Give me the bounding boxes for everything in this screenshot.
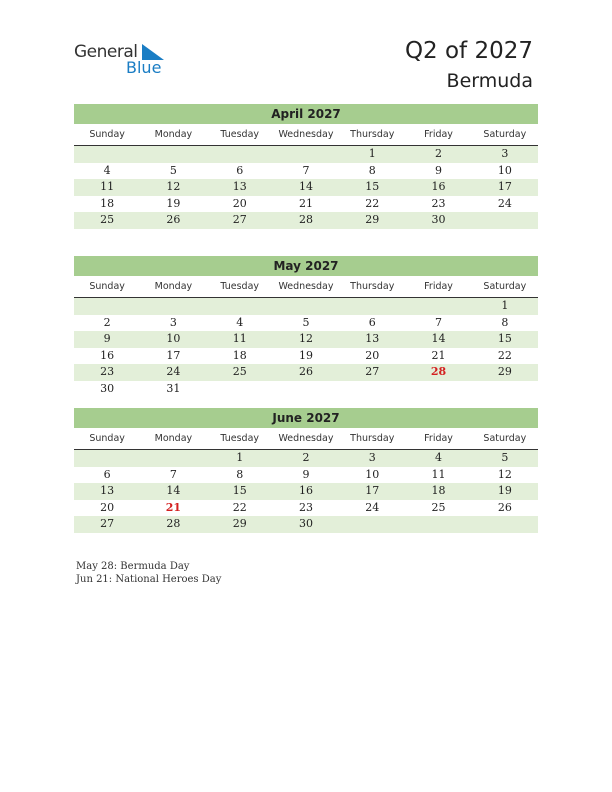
logo-blue-text: Blue [126, 58, 162, 77]
day-cell: 19 [298, 348, 313, 362]
day-cell: 18 [431, 484, 446, 497]
weekday-header-row [74, 432, 538, 450]
day-cell: 19 [497, 484, 512, 497]
day-cell: 30 [100, 381, 115, 395]
day-cell: 20 [100, 500, 115, 514]
weekday-header-row [74, 280, 538, 298]
day-cell: 24 [497, 196, 512, 210]
weekday-label: Tuesday [220, 281, 260, 292]
empty-day-cell [472, 516, 538, 533]
day-cell: 28 [166, 517, 181, 530]
day-cell: 19 [166, 196, 181, 210]
empty-day-cell [74, 146, 140, 163]
week-row [74, 179, 538, 196]
day-cell: 17 [497, 180, 512, 193]
day-cell: 1 [236, 451, 244, 464]
day-cell: 22 [497, 348, 512, 362]
day-cell: 8 [501, 315, 509, 329]
weekday-label: Tuesday [220, 129, 260, 140]
week-row [74, 483, 538, 500]
day-cell: 23 [431, 196, 446, 210]
day-cell: 24 [166, 365, 181, 378]
empty-day-cell [339, 298, 405, 315]
day-cell: 8 [368, 163, 376, 177]
day-cell: 9 [103, 332, 111, 345]
holiday-note: Jun 21: National Heroes Day [76, 574, 222, 585]
weekday-label: Thursday [350, 433, 395, 444]
day-cell: 27 [100, 517, 115, 530]
week-row [74, 450, 538, 467]
month-title: April 2027 [74, 104, 538, 124]
day-cell: 2 [103, 315, 111, 329]
day-cell: 22 [232, 500, 247, 514]
day-cell: 27 [232, 213, 247, 226]
empty-day-cell [207, 146, 273, 163]
month-calendar-april [74, 104, 538, 229]
day-cell: 14 [298, 180, 313, 193]
day-cell: 4 [236, 315, 244, 329]
empty-day-cell [207, 381, 273, 398]
day-cell: 29 [232, 517, 247, 530]
empty-day-cell [405, 516, 471, 533]
weekday-label: Saturday [483, 281, 527, 292]
week-row [74, 146, 538, 163]
weekday-label: Wednesday [278, 433, 334, 444]
empty-day-cell [405, 381, 471, 398]
empty-day-cell [140, 450, 206, 467]
day-cell: 28 [430, 365, 447, 378]
weekday-label: Sunday [89, 281, 125, 292]
day-cell: 9 [302, 467, 310, 481]
holiday-note: May 28: Bermuda Day [76, 561, 190, 572]
day-cell: 9 [435, 163, 443, 177]
weekday-label: Friday [424, 129, 453, 140]
day-cell: 11 [431, 467, 446, 481]
empty-day-cell [74, 450, 140, 467]
day-cell: 27 [365, 365, 380, 378]
week-row [74, 212, 538, 229]
empty-day-cell [405, 298, 471, 315]
empty-day-cell [273, 146, 339, 163]
day-cell: 13 [100, 484, 115, 497]
day-cell: 29 [497, 365, 512, 378]
day-cell: 15 [232, 484, 247, 497]
weekday-label: Monday [154, 433, 193, 444]
empty-day-cell [472, 212, 538, 229]
month-title: June 2027 [74, 408, 538, 428]
weekday-label: Wednesday [278, 129, 334, 140]
logo [74, 42, 194, 78]
weekday-header-row [74, 128, 538, 146]
day-cell: 25 [100, 213, 115, 226]
weekday-label: Saturday [483, 433, 527, 444]
day-cell: 10 [166, 332, 181, 345]
month-title: May 2027 [74, 256, 538, 276]
logo-general-text: General [74, 42, 138, 62]
empty-day-cell [472, 381, 538, 398]
day-cell: 28 [298, 213, 313, 226]
day-cell: 23 [298, 500, 313, 514]
page-title: Q2 of 2027 [404, 38, 533, 64]
day-cell: 29 [365, 213, 380, 226]
day-cell: 25 [232, 365, 247, 378]
day-cell: 21 [298, 196, 313, 210]
day-cell: 3 [368, 451, 376, 464]
day-cell: 5 [169, 163, 177, 177]
weekday-label: Friday [424, 433, 453, 444]
weekday-label: Tuesday [220, 433, 260, 444]
day-cell: 8 [236, 467, 244, 481]
day-cell: 6 [368, 315, 376, 329]
day-cell: 13 [232, 180, 247, 193]
week-row [74, 331, 538, 348]
day-cell: 20 [232, 196, 247, 210]
day-cell: 31 [166, 381, 181, 395]
empty-day-cell [207, 298, 273, 315]
week-row [74, 516, 538, 533]
week-row [74, 467, 538, 484]
week-row [74, 364, 538, 381]
day-cell: 3 [501, 147, 509, 160]
day-cell: 22 [365, 196, 380, 210]
country-name: Bermuda [446, 70, 533, 92]
day-cell: 30 [431, 213, 446, 226]
month-calendar-may [74, 256, 538, 397]
day-cell: 7 [169, 467, 177, 481]
empty-day-cell [273, 298, 339, 315]
day-cell: 17 [166, 348, 181, 362]
day-cell: 26 [298, 365, 313, 378]
day-cell: 21 [431, 348, 446, 362]
day-cell: 10 [497, 163, 512, 177]
day-cell: 12 [298, 332, 313, 345]
day-cell: 7 [302, 163, 310, 177]
empty-day-cell [273, 381, 339, 398]
day-cell: 6 [103, 467, 111, 481]
day-cell: 24 [365, 500, 380, 514]
day-cell: 25 [431, 500, 446, 514]
day-cell: 7 [435, 315, 443, 329]
day-cell: 26 [166, 213, 181, 226]
week-row [74, 500, 538, 517]
day-cell: 15 [365, 180, 380, 193]
day-cell: 1 [501, 299, 509, 312]
weekday-label: Thursday [350, 129, 395, 140]
day-cell: 15 [497, 332, 512, 345]
day-cell: 23 [100, 365, 115, 378]
day-cell: 26 [497, 500, 512, 514]
day-cell: 14 [431, 332, 446, 345]
week-row [74, 196, 538, 213]
day-cell: 16 [431, 180, 446, 193]
week-row [74, 381, 538, 398]
week-row [74, 298, 538, 315]
day-cell: 4 [435, 451, 443, 464]
day-cell: 5 [501, 451, 509, 464]
day-cell: 18 [232, 348, 247, 362]
empty-day-cell [140, 146, 206, 163]
week-row [74, 315, 538, 332]
holiday-notes [76, 560, 221, 586]
day-cell: 5 [302, 315, 310, 329]
week-row [74, 348, 538, 365]
day-cell: 1 [368, 147, 376, 160]
day-cell: 2 [302, 451, 310, 464]
day-cell: 20 [365, 348, 380, 362]
empty-day-cell [140, 298, 206, 315]
weekday-label: Wednesday [278, 281, 334, 292]
day-cell: 10 [365, 467, 380, 481]
day-cell: 3 [169, 315, 177, 329]
weekday-label: Saturday [483, 129, 527, 140]
day-cell: 21 [165, 500, 182, 514]
day-cell: 12 [497, 467, 512, 481]
day-cell: 18 [100, 196, 115, 210]
weekday-label: Monday [154, 129, 193, 140]
day-cell: 11 [100, 180, 115, 193]
weekday-label: Thursday [350, 281, 395, 292]
day-cell: 2 [435, 147, 443, 160]
day-cell: 16 [100, 348, 115, 362]
empty-day-cell [339, 381, 405, 398]
day-cell: 30 [298, 517, 313, 530]
day-cell: 16 [298, 484, 313, 497]
weekday-label: Friday [424, 281, 453, 292]
day-cell: 13 [365, 332, 380, 345]
weekday-label: Sunday [89, 433, 125, 444]
day-cell: 4 [103, 163, 111, 177]
day-cell: 14 [166, 484, 181, 497]
week-row [74, 163, 538, 180]
month-calendar-june [74, 408, 538, 533]
weekday-label: Sunday [89, 129, 125, 140]
empty-day-cell [339, 516, 405, 533]
empty-day-cell [74, 298, 140, 315]
day-cell: 17 [365, 484, 380, 497]
day-cell: 11 [232, 332, 247, 345]
day-cell: 6 [236, 163, 244, 177]
weekday-label: Monday [154, 281, 193, 292]
day-cell: 12 [166, 180, 181, 193]
